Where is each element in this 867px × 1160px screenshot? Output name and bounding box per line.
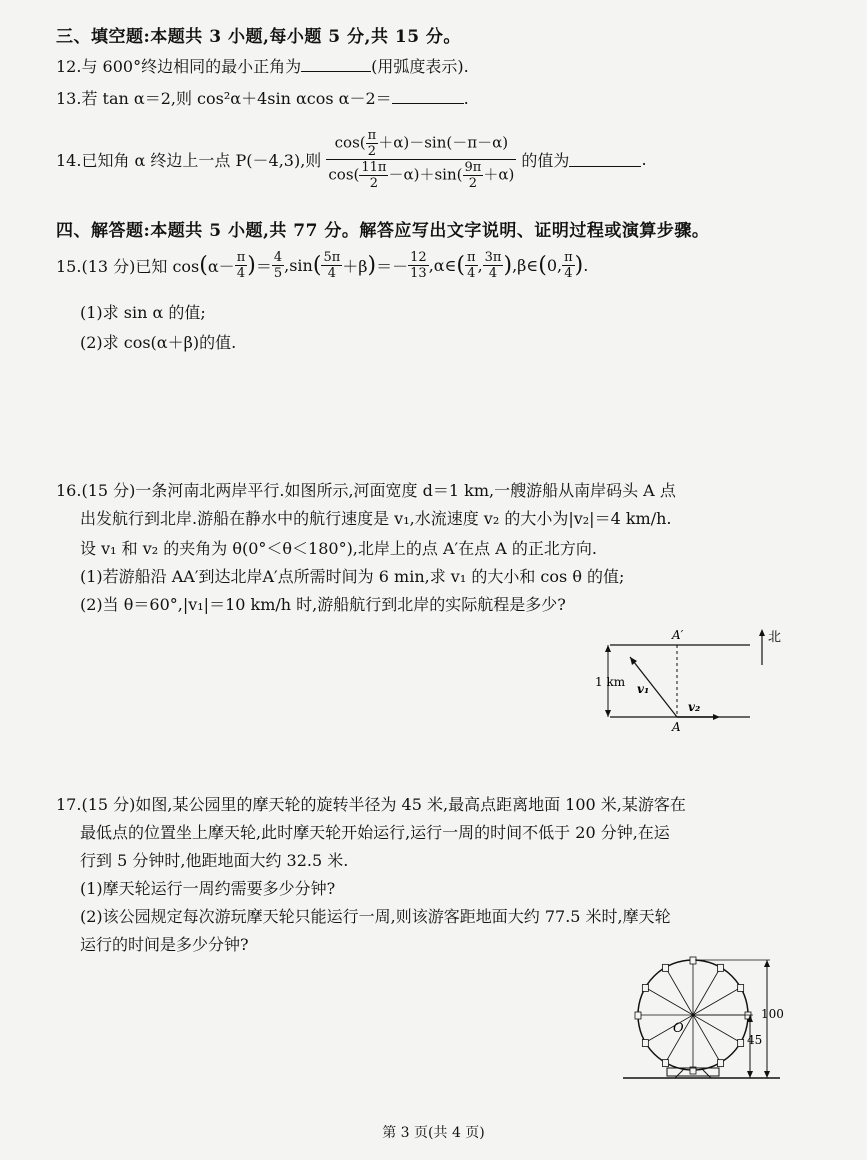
question-13 [56,88,469,110]
q14-num-sin: －sin(－π－α) [409,133,509,152]
river-diagram [590,625,800,740]
frac-top: π [564,250,573,265]
q15-zero: 0, [546,256,563,275]
h100-label: 100 [761,1007,784,1021]
frac-top: 12 [410,250,427,265]
frac-bottom: 4 [564,266,573,281]
wheel-spoke [693,967,721,1015]
q16-line1: 16.(15 分)一条河南北两岸平行.如图所示,河面宽度 d＝1 km,一艘游船从南岸码头 A 点 [56,481,676,500]
frac-bottom: 5 [273,266,283,281]
width-arrow-up [605,645,611,652]
wheel-cabin [642,1040,648,1047]
frac-top: π [236,250,246,265]
a-prime-label: A′ [672,628,684,642]
north-label: 北 [768,630,782,645]
q15-frac7 [562,250,575,281]
frac-bottom: 4 [327,266,336,281]
q17-part1: (1)摩天轮运行一周约需要多少分钟? [80,879,336,898]
q14-answer-blank [569,152,641,167]
h45-label: 45 [747,1033,763,1047]
q14-den-tail1: －α [388,165,414,184]
support-right [703,1070,711,1078]
frac-top: π [367,128,377,143]
q15-sin: ,sin [284,256,313,275]
q14-num-cos: cos [334,133,360,152]
wheel-cabin [738,985,744,992]
wheel-spoke [693,1015,721,1063]
page-footer: 第 3 页(共 4 页) [382,1125,485,1141]
frac-top: 3π [484,250,502,265]
section3-header: 三、填空题:本题共 3 小题,每小题 5 分,共 15 分。 [56,27,461,47]
north-arrowhead [759,629,765,636]
frac-bottom: 2 [367,144,377,159]
wheel-cabin [663,964,669,971]
q15-eq1: ＝ [255,257,272,276]
q14-den-cos: cos [328,165,354,184]
frac-bottom: 2 [369,176,379,191]
q14-denominator: cos( $\frac{11\pi}{2}$ －α)＋sin( $\frac{9\pi}{2}$ ＋α) [328,160,515,191]
q12-note: (用弧度表示). [371,57,469,76]
q14-den-sin: ＋sin [419,165,457,184]
q14-num-tail: ＋α [378,133,404,152]
h45-arrow-down [747,1071,753,1078]
q14-expression [326,128,516,191]
q17-part2b: 运行的时间是多少分钟? [80,935,249,954]
wheel-spoke [693,1015,741,1043]
wheel-cabin [718,964,724,971]
q17-part2a: (2)该公园规定每次游玩摩天轮只能运行一周,则该游客距地面大约 77.5 米时,摩天轮 [80,907,671,926]
q13-end: . [463,89,469,108]
q15-frac3 [321,250,342,281]
frac-top: 9π [464,160,482,175]
q16-line3: 设 v₁ 和 v₂ 的夹角为 θ(0°＜θ＜180°),北岸上的点 A′在点 A 的正北方向. [80,539,597,558]
q15-alpha: α－ [207,257,235,276]
q15-comma: , [477,256,483,275]
q15-part2: (2)求 cos(α＋β)的值. [80,333,237,352]
ferris-wheel-diagram [615,952,790,1087]
v2-label: v₂ [688,700,701,714]
question-15: 15.(13 分)已知 cos(α－ $\frac{\pi}{4}$ )＝ $\frac{4}{5}$ ,sin( $\frac{5\pi}{4}$ ＋β)＝－ $\frac{12}{13}$ ,α∈( $\frac{\pi}{4}$ , $\frac{3\pi}{4}$ ),β∈(0, $\frac{\pi}{4}$ ). [56,250,589,281]
center-label: O [673,1021,684,1036]
question-14 [56,128,647,191]
frac-top: π [467,250,476,265]
q14-den-frac2 [463,160,484,191]
q14-den-frac1 [359,160,388,191]
frac-bottom: 2 [468,176,478,191]
v1-label: v₁ [637,682,650,696]
question-12 [56,56,469,78]
wheel-cabin [635,1012,641,1019]
q14-text: 14.已知角 α 终边上一点 P(－4,3),则 [56,151,322,170]
q13-answer-blank [392,89,464,104]
wheel-cabin [690,957,696,964]
q14-end: . [641,150,647,169]
q17-line2: 最低点的位置坐上摩天轮,此时摩天轮开始运行,运行一周的时间不低于 20 分钟,在运 [80,823,670,842]
q15-alpha-range: ,α∈ [428,256,457,275]
q15-beta-range: ,β∈ [512,256,539,275]
q12-answer-blank [301,57,371,72]
frac-bottom: 4 [488,266,498,281]
frac-bottom: 4 [467,266,476,281]
q15-end: . [583,256,589,275]
q17-line1: 17.(15 分)如图,某公园里的摩天轮的旋转半径为 45 米,最高点距离地面 100 米,某游客在 [56,795,686,814]
wheel-cabin [718,1060,724,1067]
q15-beta: ＋β [342,257,368,276]
frac-top: 4 [273,250,283,265]
section4-header: 四、解答题:本题共 5 小题,共 77 分。解答应写出文字说明、证明过程或演算步骤。 [56,221,710,241]
q16-part1: (1)若游船沿 AA′到达北岸A′点所需时间为 6 min,求 v₁ 的大小和 cos θ 的值; [80,567,625,586]
wheel-spoke [645,1015,693,1043]
q15-part1: (1)求 sin α 的值; [80,303,206,322]
frac-top: 11π [361,160,387,175]
q12-text: 12.与 600°终边相同的最小正角为 [56,57,302,76]
ferris-wheel [635,957,751,1074]
frac-bottom: 4 [236,266,246,281]
q17-line3: 行到 5 分钟时,他距地面大约 32.5 米. [80,851,349,870]
q16-part2: (2)当 θ＝60°,|v₁|＝10 km/h 时,游船航行到北岸的实际航程是多少? [80,595,566,614]
q15-frac1 [235,250,248,281]
wheel-spoke [645,988,693,1016]
q16-line2: 出发航行到北岸.游船在静水中的航行速度是 v₁,水流速度 v₂ 的大小为|v₂|＝4 km/h. [80,509,672,528]
wheel-cabin [642,985,648,992]
wheel-cabin [663,1060,669,1067]
h100-arrow-up [764,960,770,967]
q14-numerator: cos( $\frac{\pi}{2}$ ＋α)－sin(－π－α) [326,128,516,160]
q15-frac5 [465,250,478,281]
q14-value-text: 的值为 [521,151,570,170]
q14-den-tail2: ＋α [483,165,509,184]
wheel-spoke [693,988,741,1016]
q14-num-frac [366,128,379,159]
v2-arrowhead [713,714,720,720]
wheel-cabin [738,1040,744,1047]
h100-arrow-down [764,1071,770,1078]
a-label: A [672,720,681,734]
q13-text: 13.若 tan α＝2,则 cos²α＋4sin αcos α－2＝ [56,89,392,108]
q15-frac4 [408,250,429,281]
width-label: 1 km [595,675,626,689]
support-left [675,1070,683,1078]
q15-frac2 [272,250,284,281]
q15-eq2: ＝－ [376,257,409,276]
frac-bottom: 13 [410,266,427,281]
width-arrow-down [605,710,611,717]
q15-text: 15.(13 分)已知 cos [56,257,200,276]
q15-frac6 [483,250,504,281]
wheel-spoke [666,967,694,1015]
frac-top: 5π [323,250,341,265]
